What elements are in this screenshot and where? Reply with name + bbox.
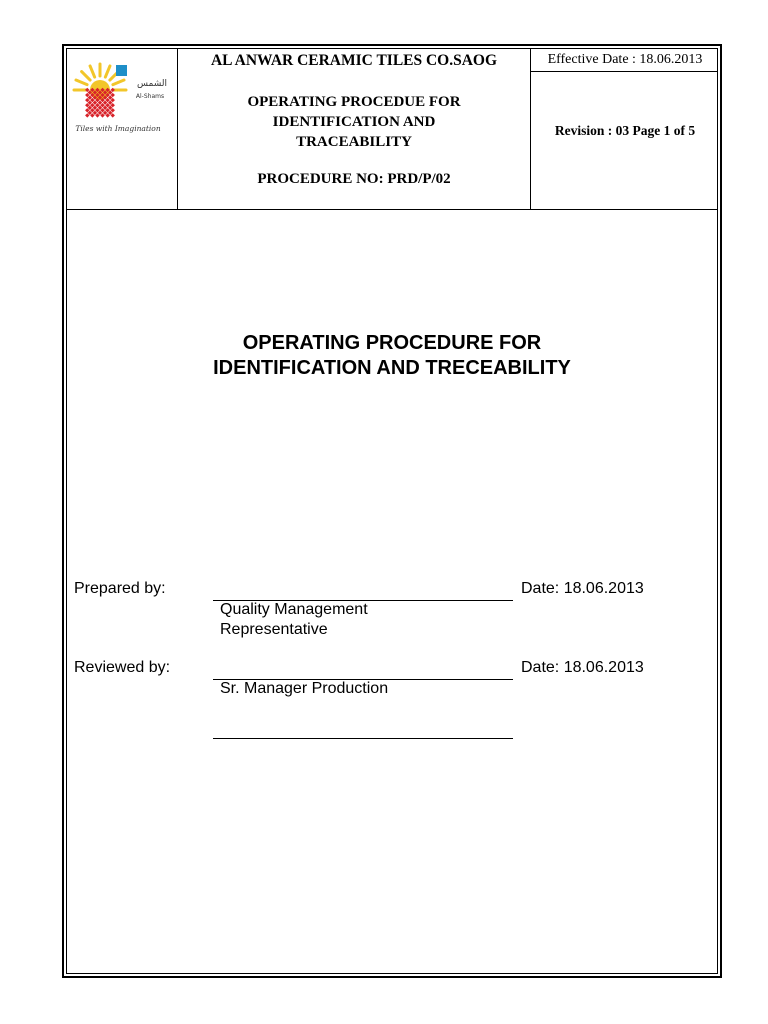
procedure-number: PROCEDURE NO: PRD/P/02 bbox=[257, 171, 451, 187]
header-divider bbox=[66, 209, 718, 210]
prepared-by-label: Prepared by: bbox=[74, 580, 166, 597]
approval-signature-line bbox=[213, 738, 513, 739]
main-title bbox=[66, 331, 718, 381]
logo-arabic-text: الشمس bbox=[137, 79, 167, 89]
revision-page-info: Revision : 03 Page 1 of 5 bbox=[554, 123, 696, 138]
logo-tagline-text: Tiles with Imagination bbox=[75, 124, 161, 133]
company-name: AL ANWAR CERAMIC TILES CO.SAOG bbox=[210, 52, 498, 69]
reviewed-role: Sr. Manager Production bbox=[220, 680, 389, 697]
prepared-role-line: Representative bbox=[220, 621, 328, 638]
al-shams-logo-icon bbox=[70, 56, 174, 142]
header-column-divider-right bbox=[530, 48, 531, 209]
company-logo bbox=[70, 56, 174, 142]
effective-date: Effective Date : 18.06.2013 bbox=[547, 52, 703, 67]
logo-latin-text: Al-Shams bbox=[135, 93, 165, 100]
main-title-line: OPERATING PROCEDURE FOR bbox=[242, 332, 542, 354]
header-title-line: TRACEABILITY bbox=[296, 134, 412, 150]
reviewed-by-label: Reviewed by: bbox=[74, 659, 171, 676]
main-title-line: IDENTIFICATION AND TRECEABILITY bbox=[213, 357, 571, 379]
sun-ray bbox=[105, 66, 110, 77]
prepared-date: Date: 18.06.2013 bbox=[521, 580, 644, 597]
sun-ray bbox=[82, 72, 90, 80]
reviewed-date: Date: 18.06.2013 bbox=[521, 659, 644, 676]
logo-square-shape bbox=[116, 65, 127, 76]
logo-diamond-shape bbox=[85, 88, 115, 118]
prepared-role-line: Quality Management bbox=[220, 601, 368, 618]
sun-ray bbox=[90, 66, 95, 77]
header-title-line: OPERATING PROCEDUE FOR bbox=[247, 94, 461, 110]
header-title-line: IDENTIFICATION AND bbox=[272, 114, 436, 130]
header-right-row-divider bbox=[530, 71, 718, 72]
sun-ray bbox=[113, 80, 124, 85]
sun-ray bbox=[76, 80, 87, 85]
header-document-title bbox=[178, 92, 530, 152]
